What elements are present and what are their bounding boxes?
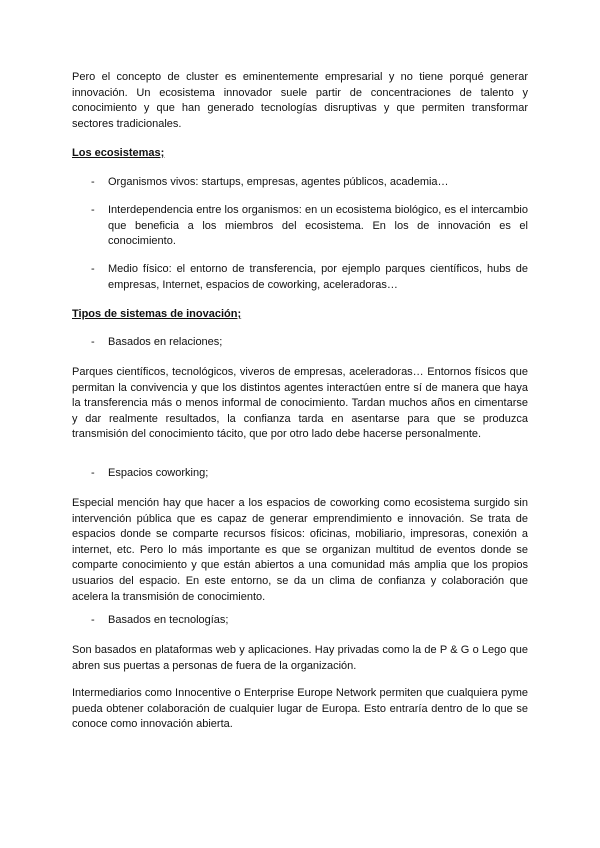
paragraph-relaciones: Parques científicos, tecnológicos, viveros de empresas, aceleradoras… Entornos físicos que permitan la convivencia y que los distintos agentes interactúen entre sí de manera que haya la transferencia más o menos informal de conocimiento. Tardan muchos años en cimentarse y dar realmente resultados, la confianza tarda en asentarse para que se produzca transmisión del conocimiento tácito, que por otro lado debe hacerse personalmente. bbox=[72, 366, 528, 441]
intro-paragraph: Pero el concepto de cluster es eminentemente empresarial y no tiene porqué generar innovación. Un ecosistema innovador suele partir de concentraciones de talento y conocimiento y que han generado tecnologías disruptivas y que permiten transformar sectores tradicionales. bbox=[72, 71, 528, 130]
heading-ecosistemas: Los ecosistemas; bbox=[72, 147, 165, 159]
list-item-tecnologias: Basados en tecnologías; bbox=[108, 614, 229, 626]
bullet-marker: - bbox=[91, 204, 95, 216]
bullet-marker: - bbox=[91, 467, 95, 479]
paragraph-coworking: Especial mención hay que hacer a los espacios de coworking como ecosistema surgido sin intervención pública que es capaz de generar emprendimiento e innovación. Se trata de espacios donde se comparte recursos físicos: oficinas, mobiliario, impresoras, conexión a internet, etc. Pero lo más importante es que se organizan multitud de eventos donde se comparte conocimiento y que están abiertos a una comunidad más amplia que los propios usuarios del espacio. En este entorno, se da un clima de confianza y colaboración que acelera la transmisión de conocimiento. bbox=[72, 497, 528, 603]
heading-tipos: Tipos de sistemas de inovación; bbox=[72, 308, 242, 320]
list-item-relaciones: Basados en relaciones; bbox=[108, 336, 223, 348]
bullet-marker: - bbox=[91, 263, 95, 275]
paragraph-intermediarios: Intermediarios como Innocentive o Enterprise Europe Network permiten que cualquiera pyme pueda obtener colaboración de cualquier lugar de Europa. Esto entraría dentro de lo que se conoce como innovación abierta. bbox=[72, 687, 528, 731]
paragraph-tecnologias: Son basados en plataformas web y aplicaciones. Hay privadas como la de P & G o Lego que abren sus puertas a personas de fuera de la organización. bbox=[72, 644, 528, 672]
bullet-marker: - bbox=[91, 176, 95, 188]
list-item-organismos: Organismos vivos: startups, empresas, agentes públicos, academia… bbox=[108, 176, 449, 188]
bullet-marker: - bbox=[91, 336, 95, 348]
list-item-coworking: Espacios coworking; bbox=[108, 467, 209, 479]
list-item-interdependencia: Interdependencia entre los organismos: en un ecosistema biológico, es el intercambio que beneficia a los miembros del ecosistema. En los de innovación es el conocimiento. bbox=[108, 204, 528, 248]
list-item-medio-fisico: Medio físico: el entorno de transferencia, por ejemplo parques científicos, hubs de empresas, Internet, espacios de coworking, aceleradoras… bbox=[108, 263, 528, 291]
bullet-marker: - bbox=[91, 614, 95, 626]
